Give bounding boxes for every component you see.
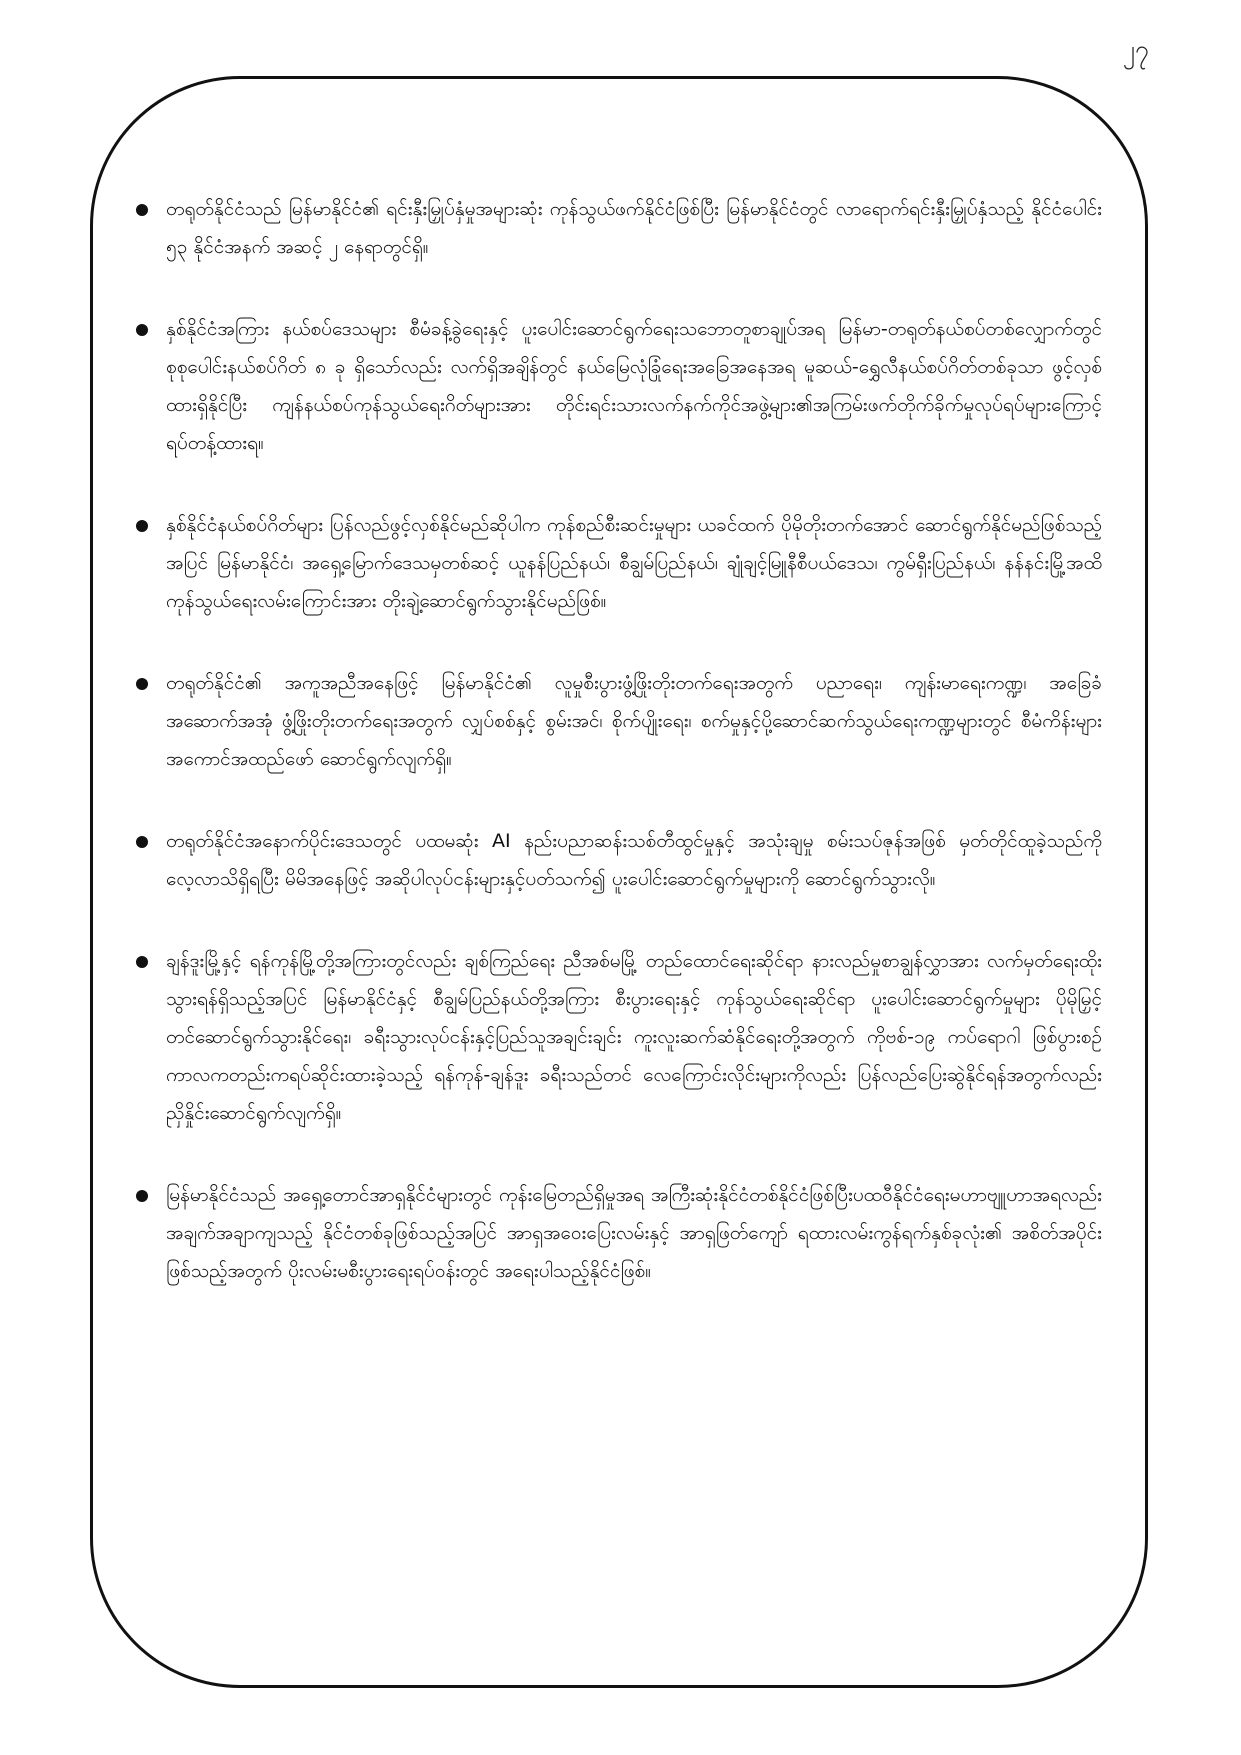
bullet-icon [136,1190,148,1202]
bullet-icon [136,520,148,532]
list-item [132,310,1102,462]
bullet-text: နှစ်နိုင်ငံအကြား နယ်စပ်ဒေသများ စီမံခန့်ခွဲရေးနှင့် ပူးပေါင်းဆောင်ရွက်ရေးသဘောတူစာချုပ်အရ မြန်မာ-တရုတ်နယ်စပ်တစ်လျှောက်တွင် စုစုပေါင်းနယ်စပ်ဂိတ် ၈ ခု ရှိသော်လည်း လက်ရှိအချိန်တွင် နယ်မြေလုံခြုံရေးအခြေအနေအရ မူဆယ်-ရွှေလီနယ်စပ်ဂိတ်တစ်ခုသာ ဖွင့်လှစ်ထားရှိနိုင်ပြီး ကျန်နယ်စပ်ကုန်သွယ်ရေးဂိတ်များအား တိုင်းရင်းသားလက်နက်ကိုင်အဖွဲ့များ၏အကြမ်းဖက်တိုက်ခိုက်မှုလုပ်ရပ်များကြောင့် ရပ်တန့်ထားရ။ [166,318,1102,454]
bullet-icon [136,204,148,216]
bullet-icon [136,956,148,968]
bullet-text: တရုတ်နိုင်ငံ၏ အကူအညီအနေဖြင့် မြန်မာနိုင်ငံ၏ လူမှုစီးပွားဖွံ့ဖြိုးတိုးတက်ရေးအတွက် ပညာရေး၊ ကျန်းမာရေးကဏ္ဍ၊ အခြေခံအဆောက်အအုံ ဖွံ့ဖြိုးတိုးတက်ရေးအတွက် လျှပ်စစ်နှင့် စွမ်းအင်၊ စိုက်ပျိုးရေး၊ စက်မှုနှင့်ပို့ဆောင်ဆက်သွယ်ရေးကဏ္ဍများတွင် စီမံကိန်းများအကောင်အထည်ဖော် ဆောင်ရွက်လျက်ရှိ။ [166,672,1102,770]
bullet-text: မြန်မာနိုင်ငံသည် အရှေ့တောင်အာရှနိုင်ငံများတွင် ကုန်းမြေတည်ရှိမှုအရ အကြီးဆုံးနိုင်ငံတစ်နိုင်ငံဖြစ်ပြီးပထဝီနိုင်ငံရေးမဟာဗျူဟာအရလည်း အချက်အချာကျသည့် နိုင်ငံတစ်ခုဖြစ်သည့်အပြင် အာရှအဝေးပြေးလမ်းနှင့် အာရှဖြတ်ကျော် ရထားလမ်းကွန်ရက်နှစ်ခုလုံး၏ အစိတ်အပိုင်းဖြစ်သည့်အတွက် ပိုးလမ်းမစီးပွားရေးရပ်ဝန်းတွင် အရေးပါသည့်နိုင်ငံဖြစ်။ [166,1184,1102,1282]
list-item [132,822,1102,898]
bullet-text: တရုတ်နိုင်ငံအနောက်ပိုင်းဒေသတွင် ပထမဆုံး AI နည်းပညာဆန်းသစ်တီထွင်မှုနှင့် အသုံးချမှု စမ်းသပ်ဇုန်အဖြစ် မှတ်တိုင်ထူခဲ့သည်ကို လေ့လာသိရှိရပြီး မိမိအနေဖြင့် အဆိုပါလုပ်ငန်းများနှင့်ပတ်သက်၍ ပူးပေါင်းဆောင်ရွက်မှုများကို ဆောင်ရွက်သွားလို။ [166,830,1102,890]
bullet-text: ချန်ဒူးမြို့နှင့် ရန်ကုန်မြို့တို့အကြားတွင်လည်း ချစ်ကြည်ရေး ညီအစ်မမြို့ တည်ထောင်ရေးဆိုင်ရာ နားလည်မှုစာချွန်လွှာအား လက်မှတ်ရေးထိုးသွားရန်ရှိသည့်အပြင် မြန်မာနိုင်ငံနှင့် စီချွမ်ပြည်နယ်တို့အကြား စီးပွားရေးနှင့် ကုန်သွယ်ရေးဆိုင်ရာ ပူးပေါင်းဆောင်ရွက်မှုများ ပိုမိုမြှင့်တင်ဆောင်ရွက်သွားနိုင်ရေး၊ ခရီးသွားလုပ်ငန်းနှင့်ပြည်သူအချင်းချင်း ကူးလူးဆက်ဆံနိုင်ရေးတို့အတွက် ကိုဗစ်-၁၉ ကပ်ရောဂါ ဖြစ်ပွားစဉ်ကာလကတည်းကရပ်ဆိုင်းထားခဲ့သည့် ရန်ကုန်-ချန်ဒူး ခရီးသည်တင် လေကြောင်းလိုင်းများကိုလည်း ပြန်လည်ပြေးဆွဲနိုင်ရန်အတွက်လည်း ညှိနှိုင်းဆောင်ရွက်လျက်ရှိ။ [166,950,1102,1124]
bullet-icon [136,678,148,690]
list-item [132,942,1102,1132]
page-number: ၂၇ [1122,35,1149,64]
bullet-icon [136,836,148,848]
bullet-text: နှစ်နိုင်ငံနယ်စပ်ဂိတ်များ ပြန်လည်ဖွင့်လှစ်နိုင်မည်ဆိုပါက ကုန်စည်စီးဆင်းမှုများ ယခင်ထက် ပိုမိုတိုးတက်အောင် ဆောင်ရွက်နိုင်မည်ဖြစ်သည့်အပြင် မြန်မာနိုင်ငံ၊ အရှေ့မြောက်ဒေသမှတစ်ဆင့် ယူနန်ပြည်နယ်၊ စီချွမ်ပြည်နယ်၊ ချုံချင့်မြူနီစီပယ်ဒေသ၊ ကွမ်ရှီးပြည်နယ်၊ နန်နင်းမြို့အထိ ကုန်သွယ်ရေးလမ်းကြောင်းအား တိုးချဲ့ဆောင်ရွက်သွားနိုင်မည်ဖြစ်။ [166,514,1102,612]
bullet-list [132,190,1102,1334]
list-item [132,1176,1102,1290]
bullet-icon [136,324,148,336]
list-item [132,664,1102,778]
bullet-text: တရုတ်နိုင်ငံသည် မြန်မာနိုင်ငံ၏ ရင်းနှီးမြှုပ်နှံမှုအများဆုံး ကုန်သွယ်ဖက်နိုင်ငံဖြစ်ပြီး မြန်မာနိုင်ငံတွင် လာရောက်ရင်းနှီးမြှုပ်နှံသည့် နိုင်ငံပေါင်း ၅၃ နိုင်ငံအနက် အဆင့် ၂ နေရာတွင်ရှိ။ [166,198,1102,258]
list-item [132,506,1102,620]
list-item [132,190,1102,266]
